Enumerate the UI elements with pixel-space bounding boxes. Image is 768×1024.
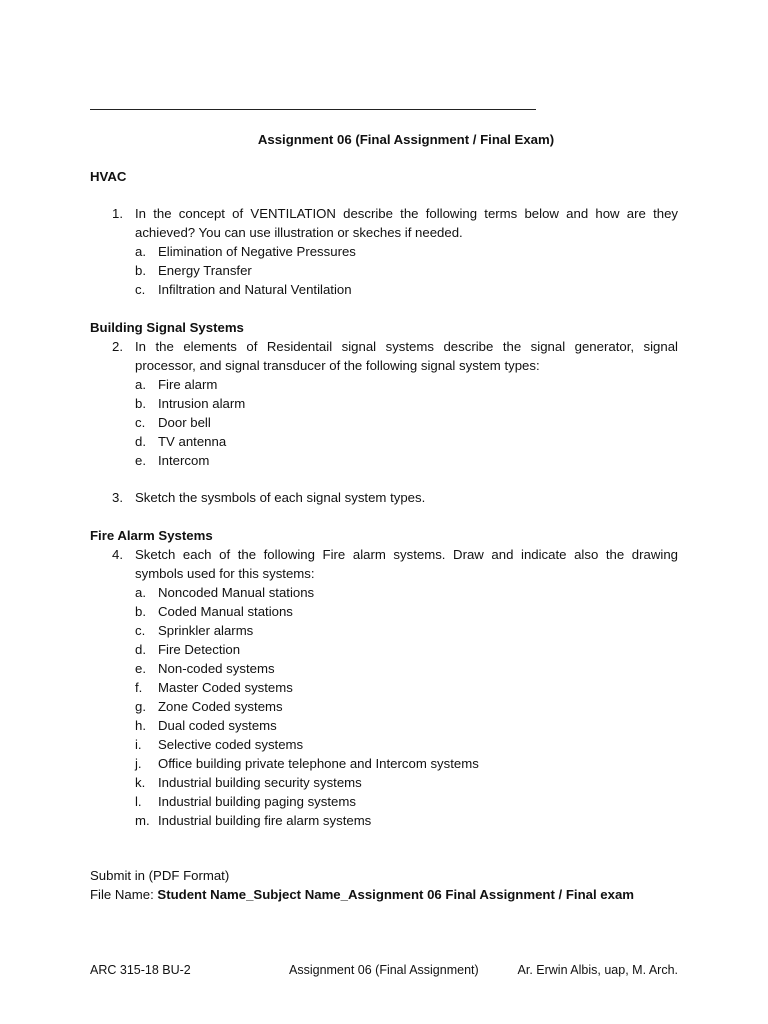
item-text: Fire alarm bbox=[158, 377, 218, 392]
item-text: Coded Manual stations bbox=[158, 604, 293, 619]
item-letter: a. bbox=[135, 244, 146, 259]
item-text: Zone Coded systems bbox=[158, 699, 283, 714]
question-text: In the elements of Residentail signal systems describe the signal generator, signal processor, and signal transducer of the following signal system types: bbox=[135, 339, 678, 373]
question-number: 3. bbox=[112, 490, 123, 505]
item-text: Industrial building paging systems bbox=[158, 794, 356, 809]
question-text: Sketch the sysmbols of each signal system types. bbox=[135, 490, 426, 505]
question-number: 4. bbox=[112, 547, 123, 562]
item-text: Elimination of Negative Pressures bbox=[158, 244, 356, 259]
item-letter: b. bbox=[135, 396, 146, 411]
list-item bbox=[135, 678, 678, 697]
item-letter: a. bbox=[135, 377, 146, 392]
list-item bbox=[135, 659, 678, 678]
question-2 bbox=[112, 337, 678, 470]
item-letter: j. bbox=[135, 756, 142, 771]
list-item bbox=[135, 792, 678, 811]
question-number: 2. bbox=[112, 339, 123, 354]
item-letter: m. bbox=[135, 813, 150, 828]
item-letter: h. bbox=[135, 718, 146, 733]
question-3 bbox=[112, 488, 678, 507]
sub-item-list bbox=[135, 242, 678, 299]
section-heading-signal-systems: Building Signal Systems bbox=[90, 320, 244, 335]
item-text: Door bell bbox=[158, 415, 211, 430]
list-item bbox=[135, 735, 678, 754]
list-item bbox=[135, 583, 678, 602]
item-letter: d. bbox=[135, 642, 146, 657]
file-name-value: Student Name_Subject Name_Assignment 06 Final Assignment / Final exam bbox=[157, 887, 635, 902]
item-text: Industrial building fire alarm systems bbox=[158, 813, 372, 828]
list-item bbox=[135, 811, 678, 830]
sub-item-list bbox=[135, 583, 678, 830]
list-item bbox=[135, 602, 678, 621]
footer-course-code: ARC 315-18 BU-2 bbox=[90, 963, 191, 977]
item-text: Intrusion alarm bbox=[158, 396, 246, 411]
item-letter: i. bbox=[135, 737, 142, 752]
list-item bbox=[135, 451, 678, 470]
sub-item-list bbox=[135, 375, 678, 470]
list-item bbox=[135, 394, 678, 413]
item-text: Industrial building security systems bbox=[158, 775, 362, 790]
item-letter: c. bbox=[135, 282, 146, 297]
item-letter: c. bbox=[135, 415, 146, 430]
question-number: 1. bbox=[112, 206, 123, 221]
item-text: Energy Transfer bbox=[158, 263, 252, 278]
item-text: Office building private telephone and Intercom systems bbox=[158, 756, 479, 771]
list-item bbox=[135, 242, 678, 261]
list-item bbox=[135, 261, 678, 280]
item-letter: e. bbox=[135, 453, 146, 468]
question-4 bbox=[112, 545, 678, 830]
item-letter: a. bbox=[135, 585, 146, 600]
list-item bbox=[135, 716, 678, 735]
item-letter: c. bbox=[135, 623, 146, 638]
item-text: Infiltration and Natural Ventilation bbox=[158, 282, 352, 297]
item-text: Dual coded systems bbox=[158, 718, 277, 733]
item-text: Fire Detection bbox=[158, 642, 241, 657]
item-text: Sprinkler alarms bbox=[158, 623, 254, 638]
file-name-label: File Name: bbox=[90, 887, 158, 902]
item-letter: g. bbox=[135, 699, 146, 714]
footer-assignment-title: Assignment 06 (Final Assignment) bbox=[289, 963, 479, 977]
signature-line bbox=[90, 109, 536, 110]
question-1 bbox=[112, 204, 678, 299]
list-item bbox=[135, 640, 678, 659]
footer-author: Ar. Erwin Albis, uap, M. Arch. bbox=[517, 963, 678, 977]
item-text: Noncoded Manual stations bbox=[158, 585, 315, 600]
list-item bbox=[135, 375, 678, 394]
section-heading-fire-alarm: Fire Alarm Systems bbox=[90, 528, 213, 543]
item-letter: b. bbox=[135, 604, 146, 619]
list-item bbox=[135, 697, 678, 716]
item-text: Non-coded systems bbox=[158, 661, 275, 676]
item-text: Master Coded systems bbox=[158, 680, 293, 695]
item-letter: l. bbox=[135, 794, 142, 809]
submit-instruction: Submit in (PDF Format) bbox=[90, 868, 230, 883]
document-title: Assignment 06 (Final Assignment / Final Exam) bbox=[257, 132, 555, 147]
item-letter: b. bbox=[135, 263, 146, 278]
list-item bbox=[135, 773, 678, 792]
list-item bbox=[135, 754, 678, 773]
list-item bbox=[135, 280, 678, 299]
item-letter: k. bbox=[135, 775, 146, 790]
question-text: In the concept of VENTILATION describe the following terms below and how are they achieved? You can use illustration or skeches if needed. bbox=[135, 206, 678, 240]
item-text: Intercom bbox=[158, 453, 210, 468]
list-item bbox=[135, 621, 678, 640]
list-item bbox=[135, 413, 678, 432]
item-letter: d. bbox=[135, 434, 146, 449]
item-text: Selective coded systems bbox=[158, 737, 304, 752]
item-text: TV antenna bbox=[158, 434, 227, 449]
question-text: Sketch each of the following Fire alarm systems. Draw and indicate also the drawing symbols used for this systems: bbox=[135, 547, 678, 581]
item-letter: f. bbox=[135, 680, 143, 695]
file-name-instruction bbox=[90, 885, 634, 904]
section-heading-hvac: HVAC bbox=[90, 169, 127, 184]
list-item bbox=[135, 432, 678, 451]
item-letter: e. bbox=[135, 661, 146, 676]
